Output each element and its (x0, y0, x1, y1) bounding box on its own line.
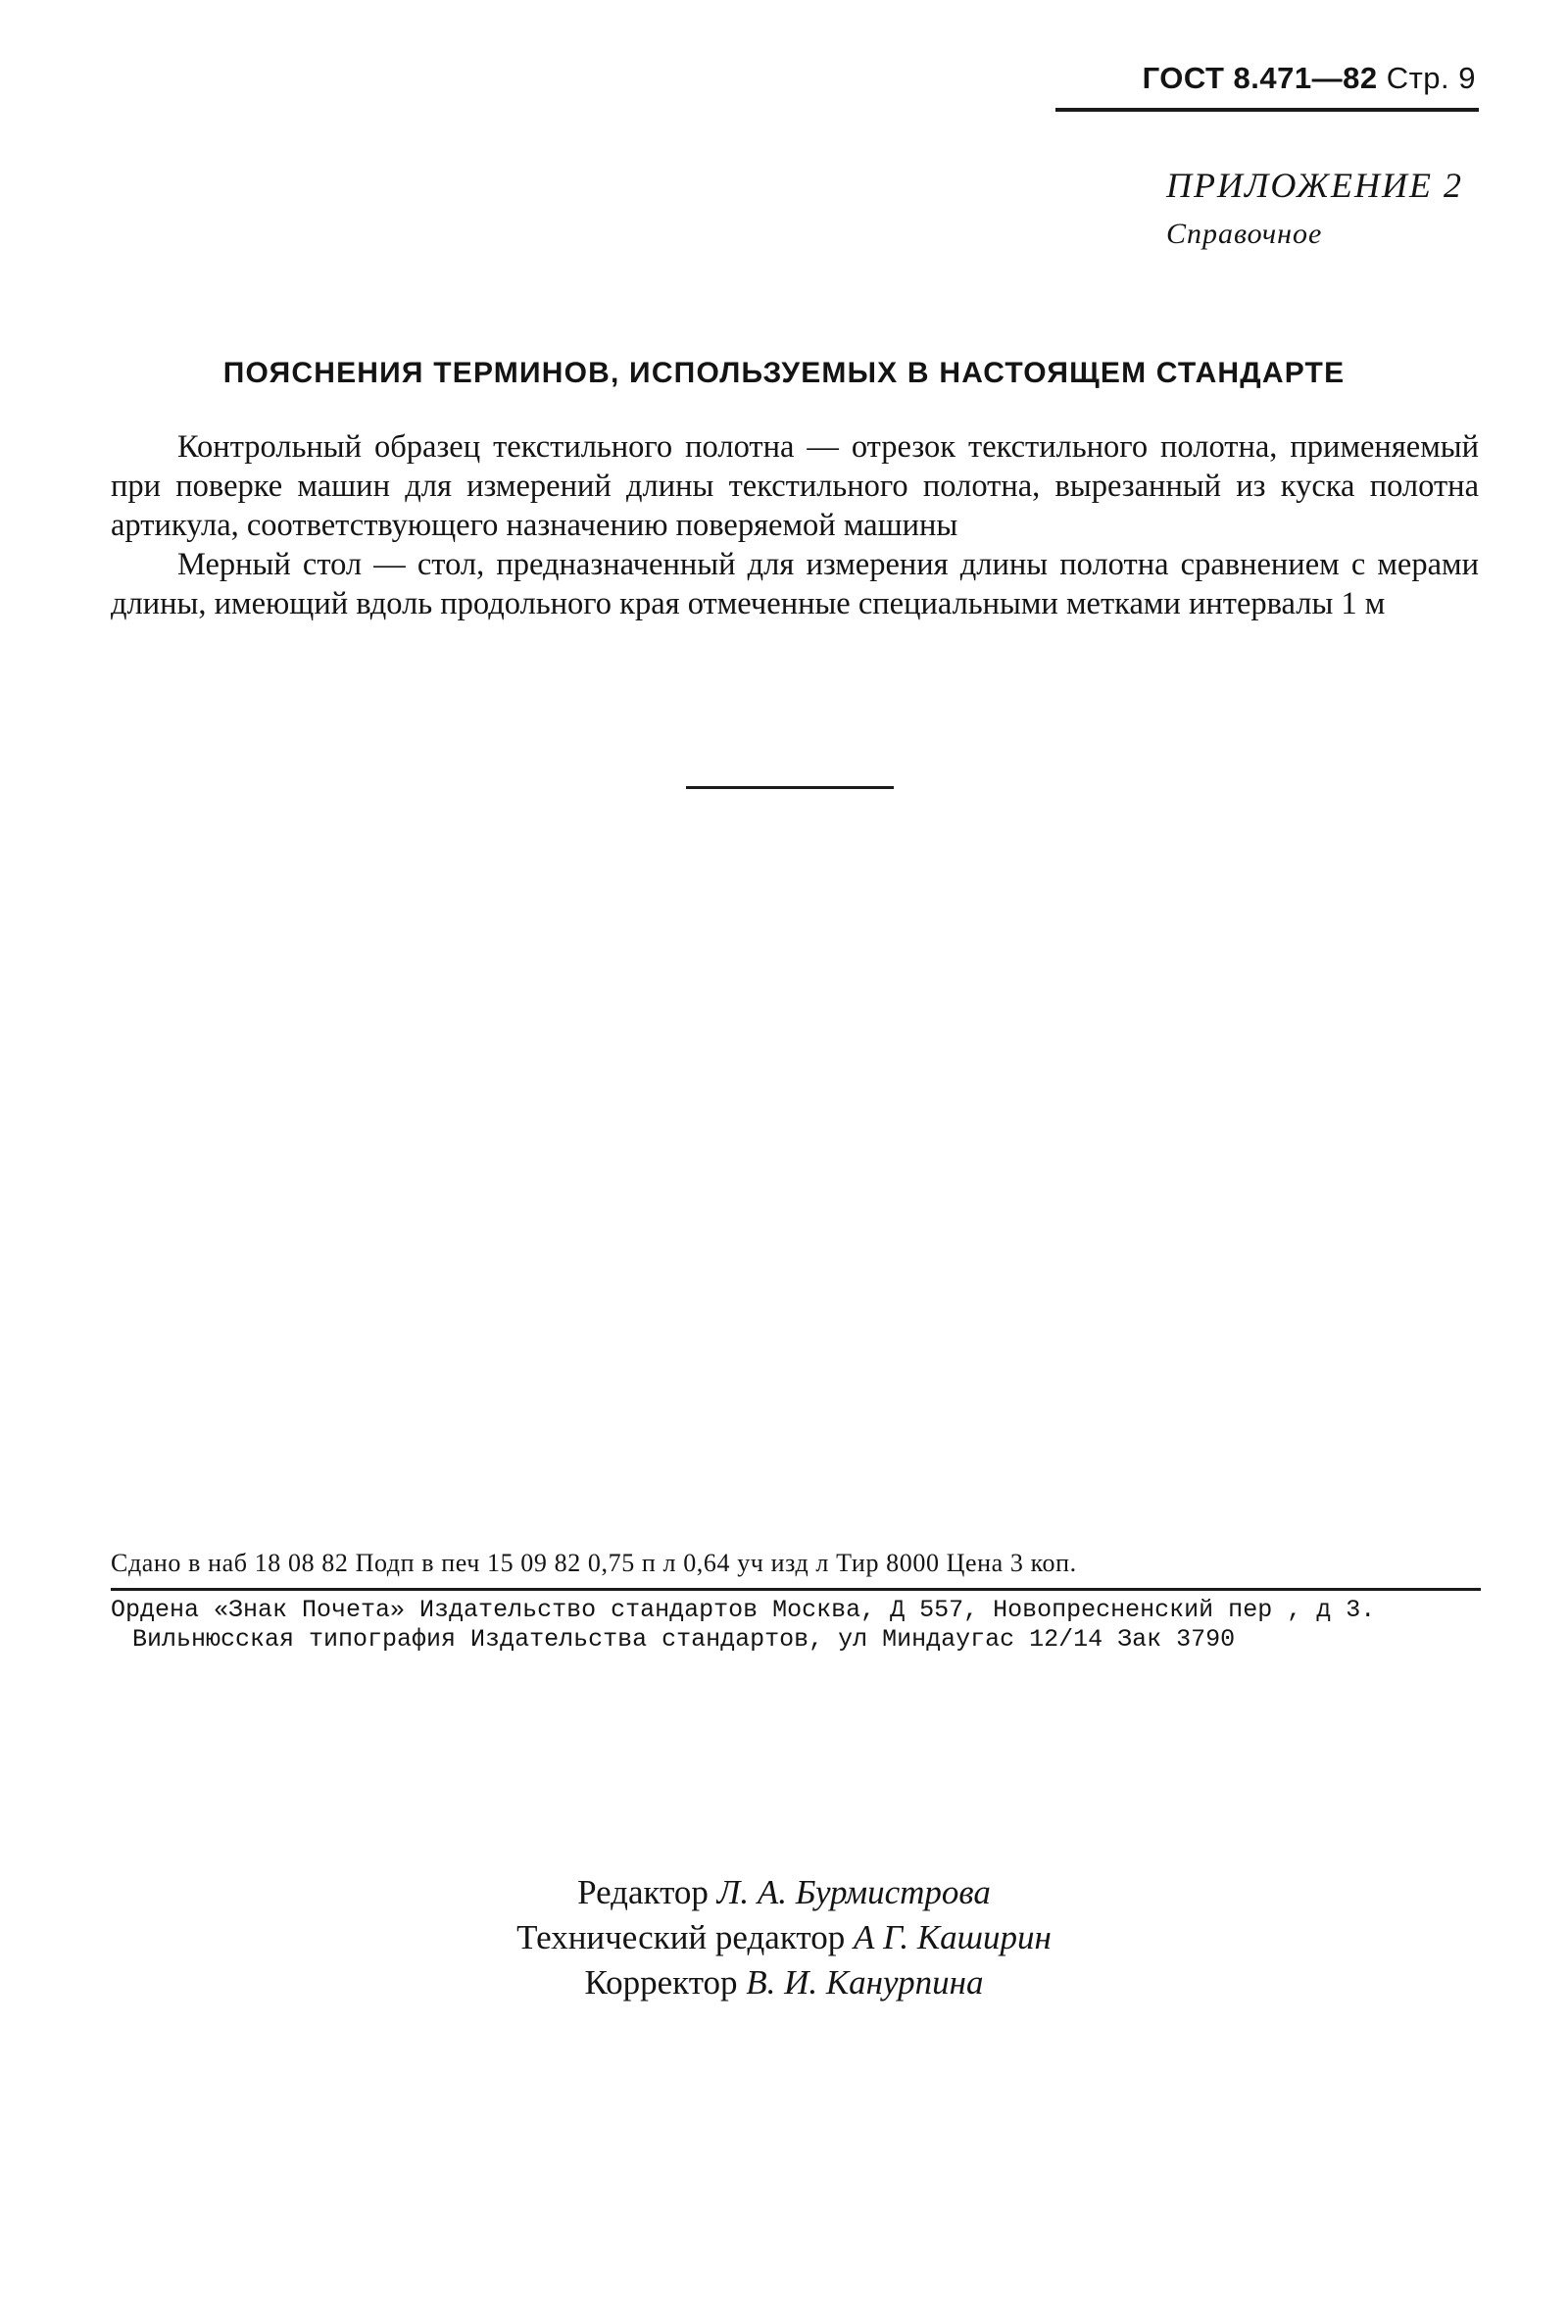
credit-name: А Г. Каширин (853, 1918, 1052, 1956)
paragraph-measuring-table: Мерный стол — стол, предназначенный для измерения длины полотна сравнением с мерами длины, имеющий вдоль продольного края отмеченные специальными метками интервалы 1 м (111, 547, 1479, 621)
credits-block (0, 1870, 1568, 2005)
publisher-line: Ордена «Знак Почета» Издательство стандартов Москва, Д 557, Новопресненский пер , д 3. (111, 1596, 1376, 1624)
section-title: ПОЯСНЕНИЯ ТЕРМИНОВ, ИСПОЛЬЗУЕМЫХ В НАСТОЯЩЕМ СТАНДАРТЕ (222, 357, 1346, 389)
appendix-title: ПРИЛОЖЕНИЕ 2 (1166, 166, 1463, 205)
standard-code: ГОСТ 8.471—82 (1142, 61, 1378, 95)
section-separator (686, 786, 894, 789)
body-text (111, 427, 1479, 623)
credit-technical-editor (0, 1915, 1568, 1960)
page-header (1143, 61, 1476, 96)
credit-name: Л. А. Бурмистрова (716, 1873, 991, 1911)
credit-role: Редактор (577, 1873, 709, 1911)
imprint-rule (111, 1588, 1481, 1591)
credit-proofreader (0, 1960, 1568, 2005)
paragraph-control-sample: Контрольный образец текстильного полотна — отрезок текстильного полотна, применяемый при поверке машин для измерений длины текстильного полотна, вырезанный из куска полотна артикула, соответствующего назначению поверяемой машины (111, 429, 1479, 543)
appendix-subtitle: Справочное (1166, 218, 1323, 250)
credit-editor (0, 1870, 1568, 1915)
credit-role: Технический редактор (516, 1918, 846, 1956)
credit-name: В. И. Канурпина (746, 1963, 984, 2002)
print-imprint: Сдано в наб 18 08 82 Подп в печ 15 09 82 0,75 п л 0,64 уч изд л Тир 8000 Цена 3 коп. (111, 1549, 1077, 1577)
header-rule (1055, 108, 1479, 112)
credit-role: Корректор (584, 1963, 738, 2002)
page-number: Стр. 9 (1386, 61, 1476, 95)
printer-line: Вильнюсская типография Издательства стандартов, ул Миндаугас 12/14 Зак 3790 (132, 1625, 1236, 1654)
